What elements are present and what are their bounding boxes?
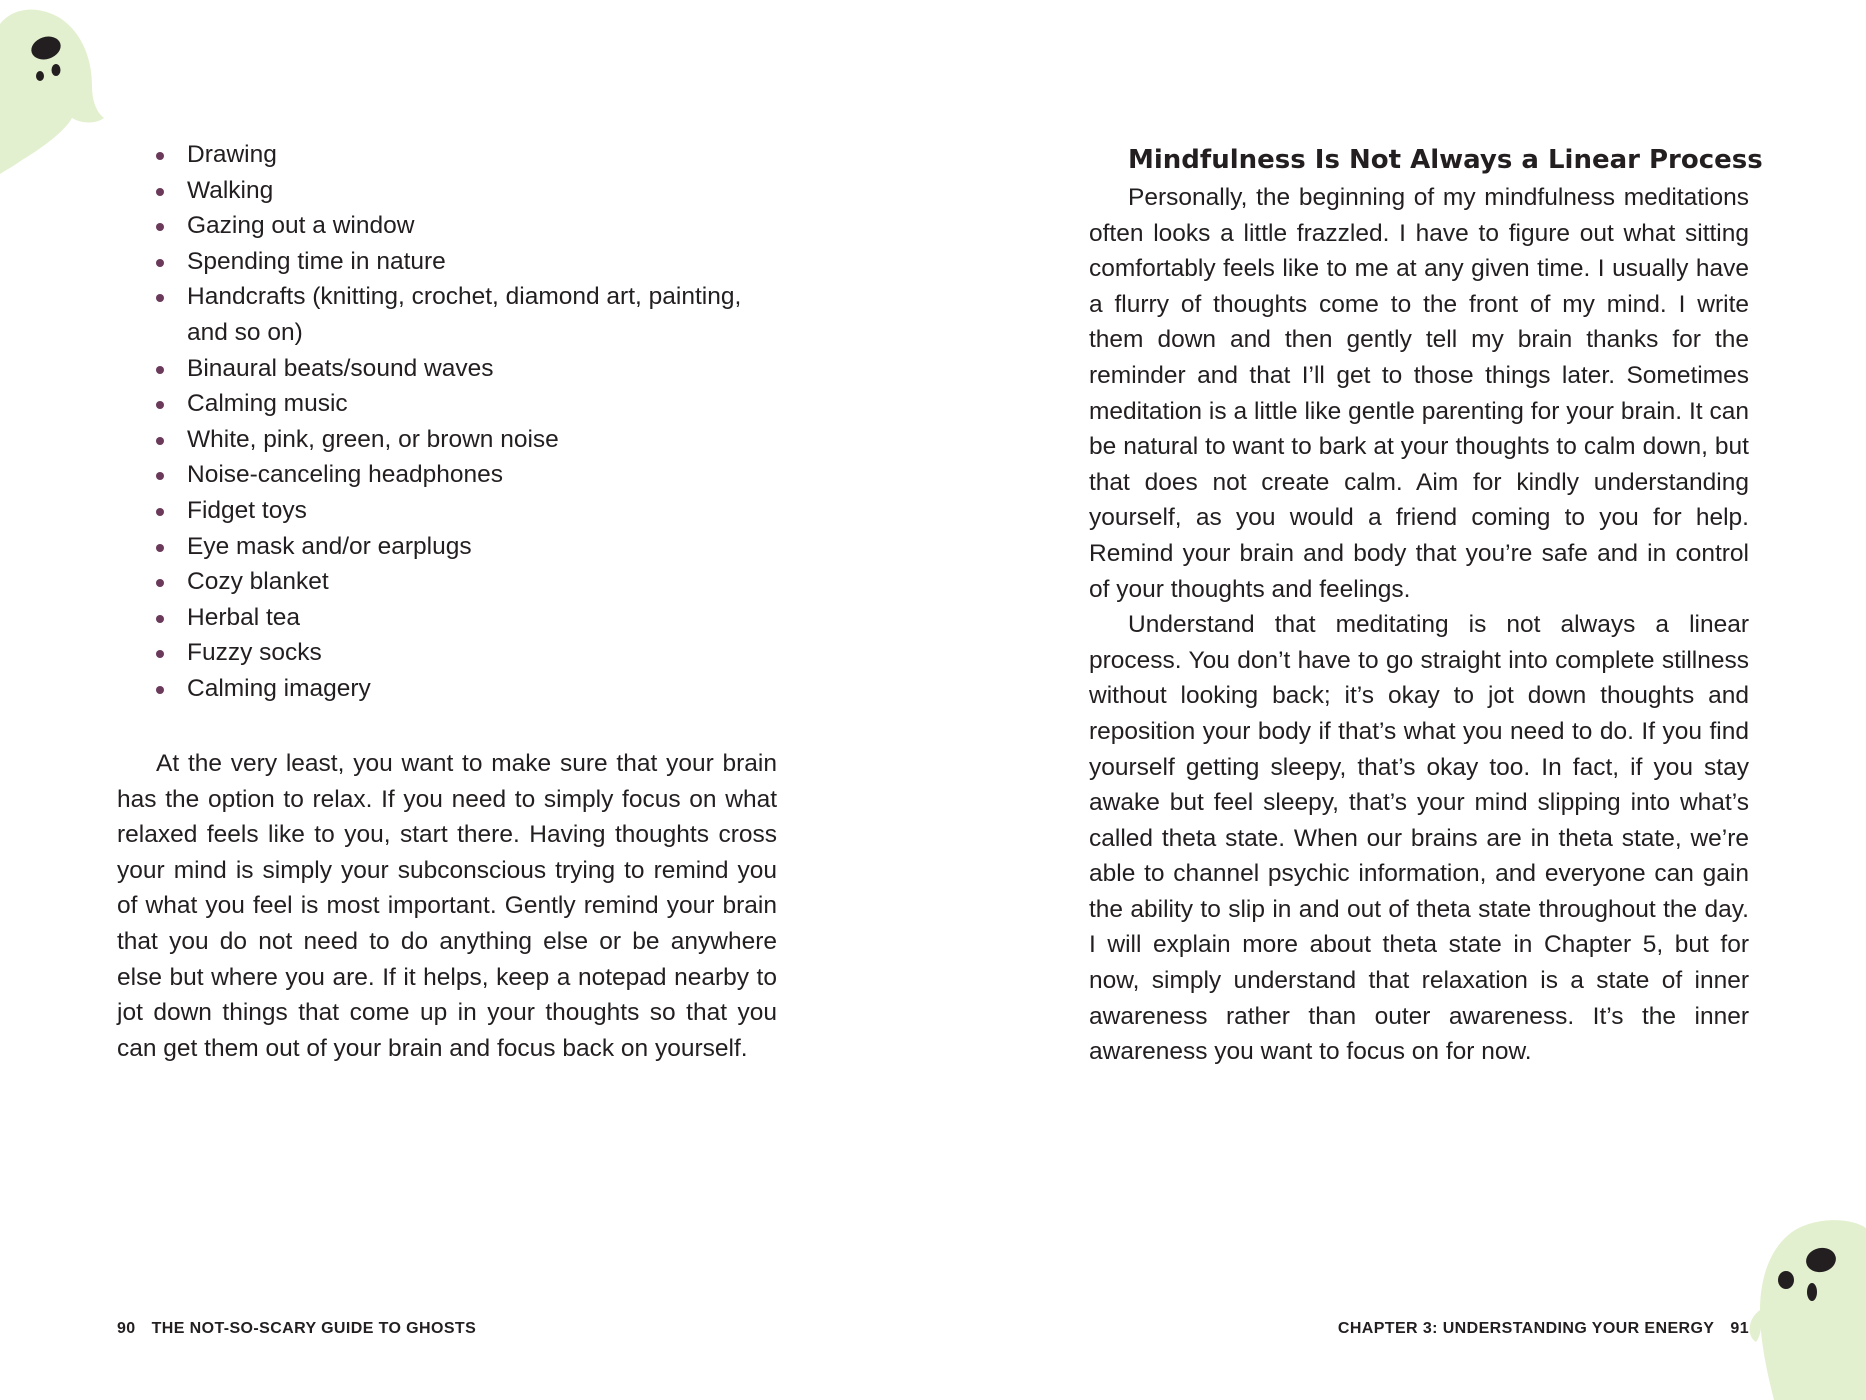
section-heading: Mindfulness Is Not Always a Linear Process — [1128, 145, 1763, 175]
page-number: 90 — [117, 1320, 136, 1337]
list-item: Calming imagery — [152, 671, 772, 707]
list-item: Gazing out a window — [152, 208, 772, 244]
list-item: Spending time in nature — [152, 244, 772, 280]
list-item: Binaural beats/sound waves — [152, 351, 772, 387]
list-item: Eye mask and/or earplugs — [152, 529, 772, 565]
list-item: Herbal tea — [152, 600, 772, 636]
list-item: Fuzzy socks — [152, 635, 772, 671]
running-head: CHAPTER 3: UNDERSTANDING YOUR ENERGY — [1337, 1320, 1715, 1337]
running-head: THE NOT-SO-SCARY GUIDE TO GHOSTS — [151, 1320, 477, 1337]
body-paragraph: Understand that meditating is not always a linear process. You don’t have to go straight into complete stillness without looking back; it’s okay to jot down thoughts and reposition your body if that’s what you need to do. If you find yourself getting sleepy, that’s okay too. In fact, if you stay awake but feel sleepy, that’s your mind slipping into what’s called theta state. When our brains are in theta state, we’re able to channel psychic information, and everyone can gain the ability to slip in and out of theta state throughout the day. I will explain more about theta state in Chapter 5, but for now, simply understand that relaxation is a state of inner awareness rather than outer awareness. It’s the inner awareness you want to focus on for now. — [1089, 611, 1749, 1066]
right-column — [1089, 180, 1749, 1070]
list-item: Drawing — [152, 137, 772, 173]
body-paragraph: Personally, the beginning of my mindfulness meditations often looks a little frazzled. I have to figure out what sitting comfortably feels like to me at any given time. I usually have a flurry of thoughts come to the front of my mind. I write them down and then gently tell my brain thanks for the reminder and that I’ll get to those things later. Sometimes meditation is a little like gentle parenting for your brain. It can be natural to want to bark at your thoughts to calm down, but that does not create calm. Aim for kindly understanding yourself, as you would a friend coming to you for help. Remind your brain and body that you’re safe and in control of your thoughts and feelings. — [1089, 184, 1749, 603]
ghost-icon — [0, 0, 110, 180]
list-item: Cozy blanket — [152, 564, 772, 600]
list-item: Handcrafts (knitting, crochet, diamond art, painting, and so on) — [152, 279, 772, 350]
list-item: White, pink, green, or brown noise — [152, 422, 772, 458]
list-item: Calming music — [152, 386, 772, 422]
list-item: Walking — [152, 173, 772, 209]
list-item: Fidget toys — [152, 493, 772, 529]
bullet-list — [152, 137, 772, 707]
right-footer — [1338, 1320, 1749, 1338]
list-item: Noise-canceling headphones — [152, 457, 772, 493]
page-number: 91 — [1730, 1320, 1749, 1337]
left-footer — [117, 1320, 476, 1338]
ghost-icon — [1748, 1218, 1866, 1400]
body-paragraph: At the very least, you want to make sure that your brain has the option to relax. If you need to simply focus on what relaxed feels like to you, start there. Having thoughts cross your mind is simply your subconscious trying to remind you of what you feel is most important. Gently remind your brain that you do not need to do anything else or be anywhere else but where you are. If it helps, keep a notepad nearby to jot down things that come up in your thoughts so that you can get them out of your brain and focus back on yourself. — [117, 750, 777, 1062]
